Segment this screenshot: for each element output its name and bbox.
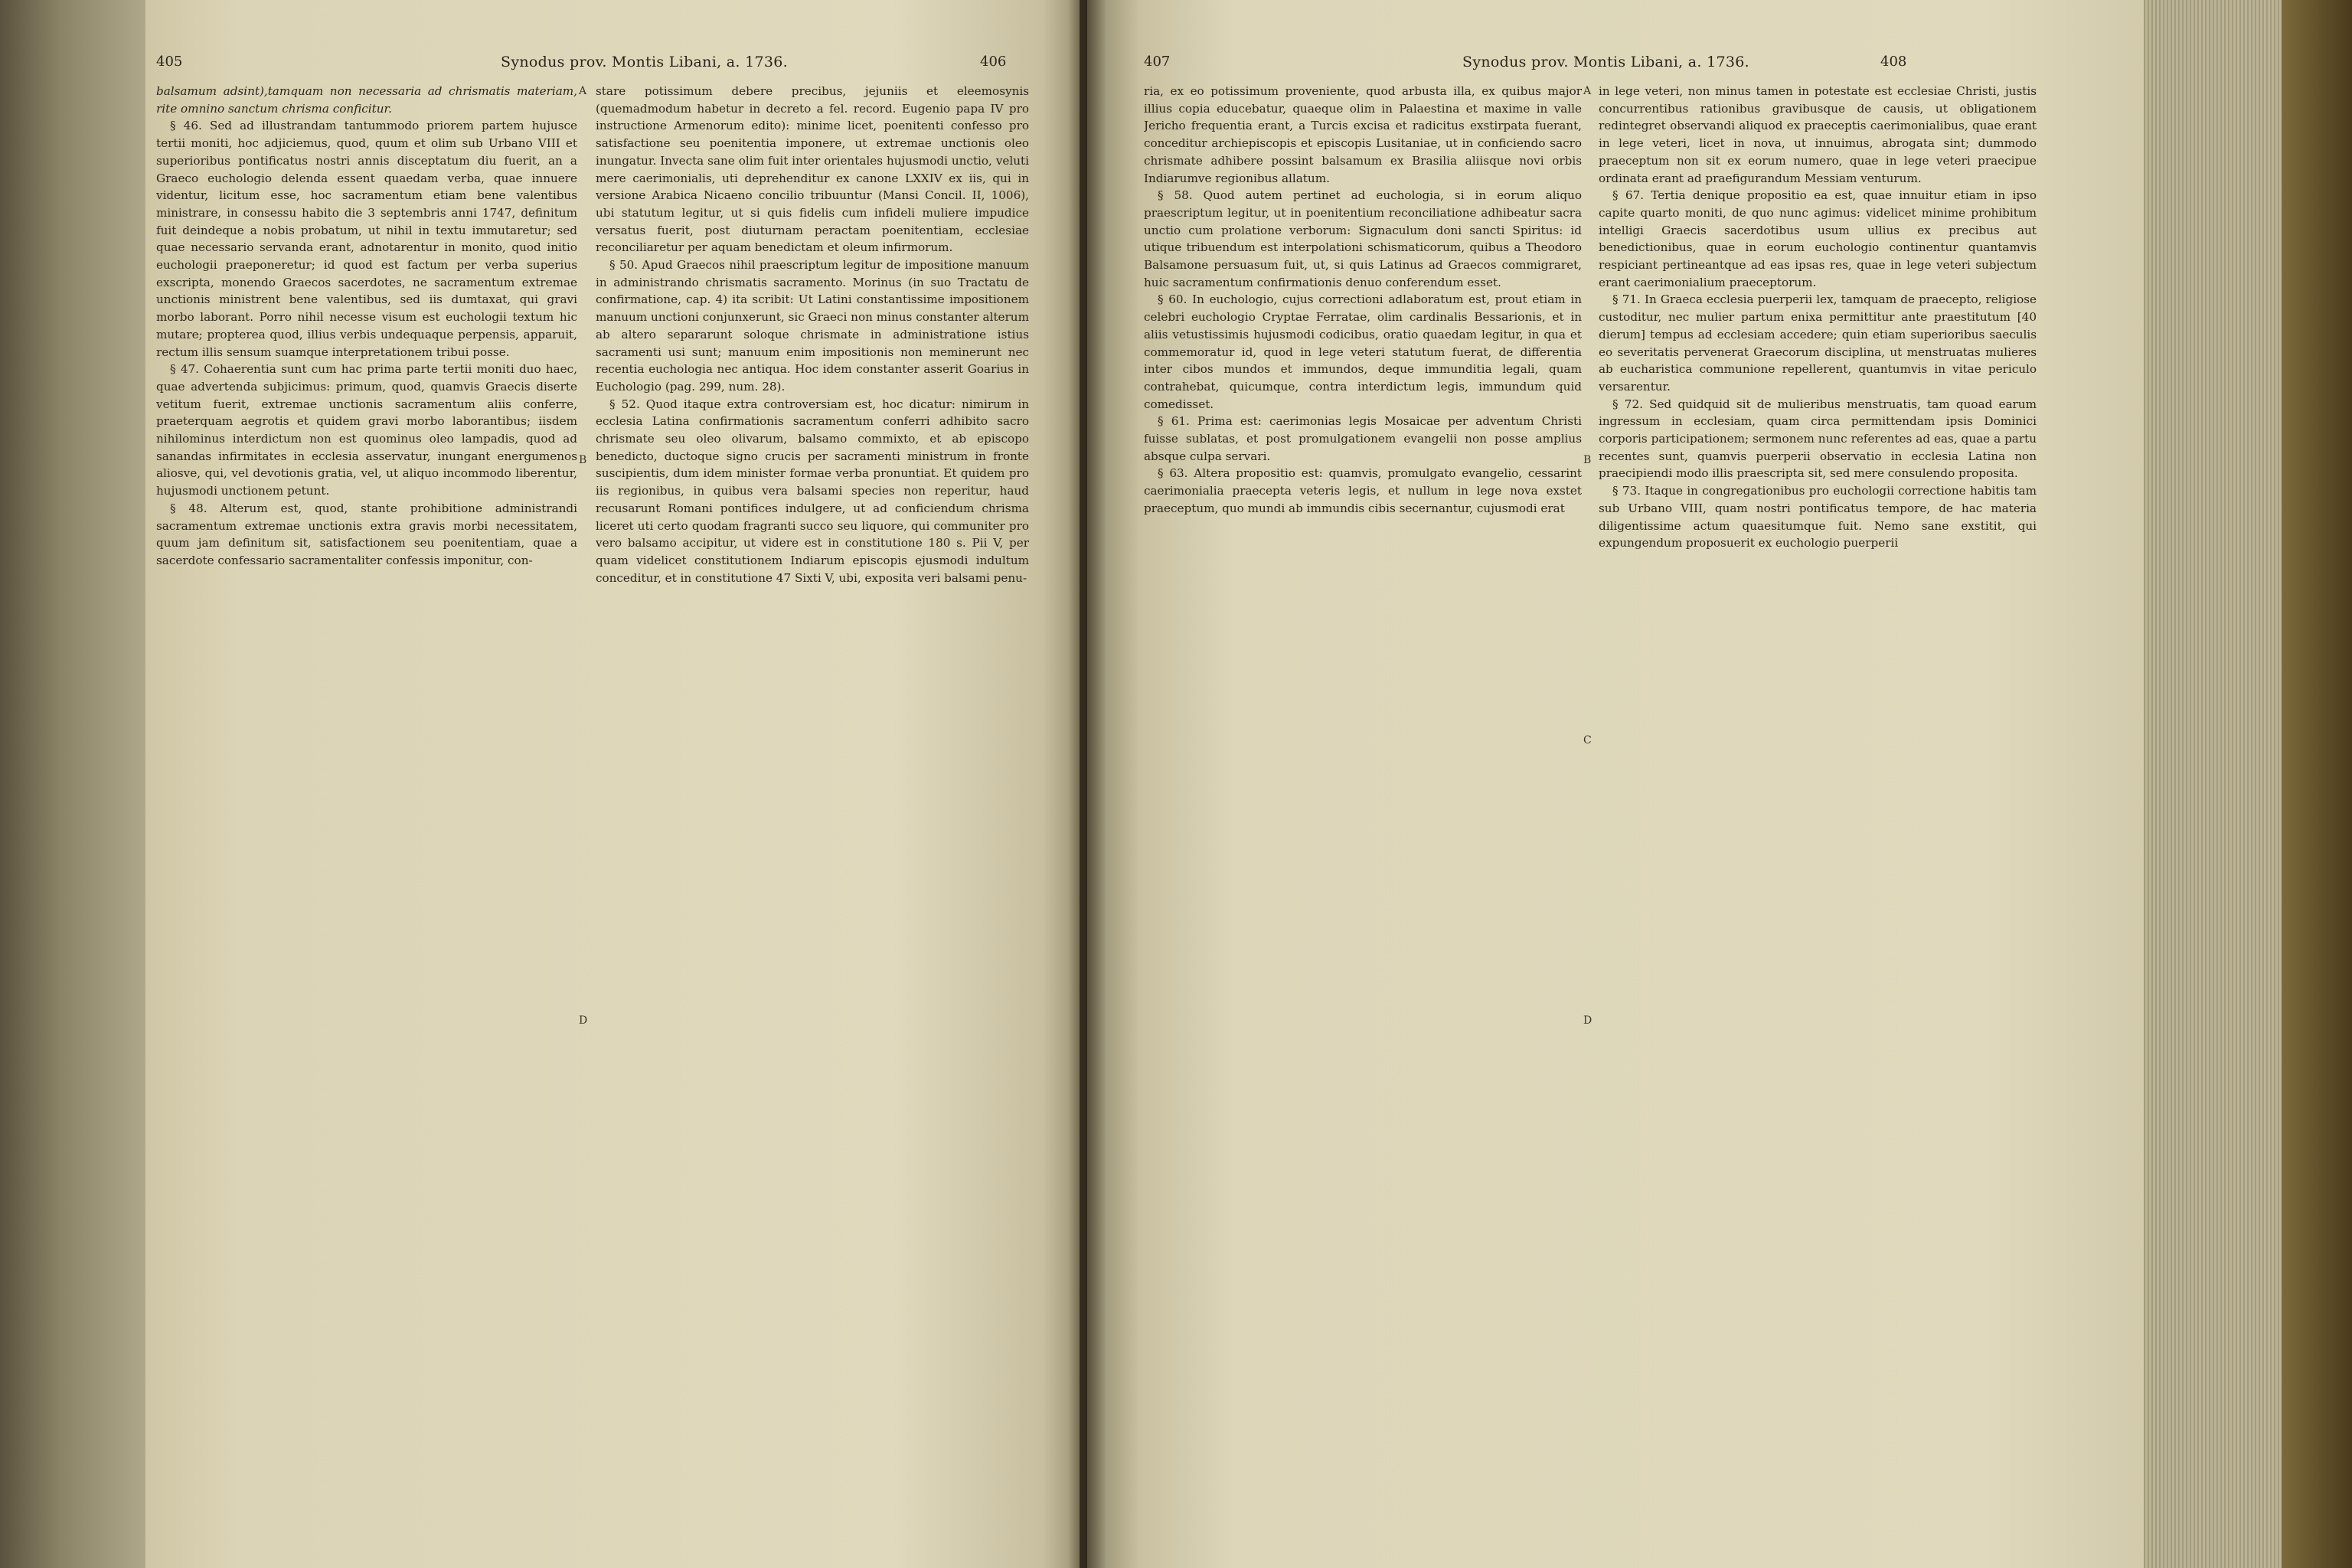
left-page-column-2 — [596, 83, 1029, 1537]
paragraph: § 71. In Graeca ecclesia puerperii lex, tamquam de praecepto, religiose custoditur, nec mulier partum enixa permittitur ante praestitutum [40 dierum] tempus ad ecclesiam accedere; quin etiam superioribus saeculis eo severitatis pervenerat Graecorum disciplina, ut menstruatas mulieres ab eucharistica communione repellerent, quantumvis in vitae periculo versarentur. — [1599, 292, 2037, 394]
left-page-number-inner: 406 — [980, 54, 1007, 70]
margin-letter: B — [579, 454, 587, 466]
margin-letter: D — [1583, 1014, 1592, 1027]
margin-letter: A — [579, 85, 587, 97]
paragraph: ria, ex eo potissimum proveniente, quod arbusta illa, ex quibus major illius copia educebatur, quaeque olim in Palaestina et maxime in valle Jericho frequentia erant, a Turcis excisa et radicitus exstirpata fuerant, conceditur archiepiscopis et episcopis Lusitaniae, ut in conficiendo sacro chrismate adhibere possint balsamum ex Brasilia aliisque novi orbis Indiarumve regionibus allatum. — [1144, 84, 1582, 185]
right-page-column-2 — [1599, 83, 2037, 1537]
right-page-number-inner: 407 — [1144, 54, 1171, 70]
paragraph: in lege veteri, non minus tamen in potestate est ecclesiae Christi, justis concurrentibus rationibus gravibusque de causis, ut obligationem redintegret observandi aliquod ex praeceptis caerimonialibus, quae erant in lege veteri, licet in nova, ut innuimus, abrogata sint; dummodo praeceptum non sit ex eorum numero, quae in lege veteri praecipue ordinata erant ad praefigurandum Messiam venturum. — [1599, 84, 2037, 185]
left-page-column-1 — [156, 83, 577, 1537]
right-page-number-outer: 408 — [1880, 54, 1907, 70]
right-margin-letters — [1583, 83, 1599, 1537]
paragraph: § 47. Cohaerentia sunt cum hac prima parte tertii moniti duo haec, quae advertenda subjicimus: primum, quod, quamvis Graecis diserte vetitum fuerit, extremae unctionis sacramentum aliis conferre, praeterquam aegrotis et quidem gravi morbo laborantibus; iisdem nihilominus interdictum non est quominus oleo lampadis, quod ad sanandas infirmitates in ecclesia asservatur, inungant energumenos aliosve, qui, vel devotionis gratia, vel, ut aliquo incommodo liberentur, hujusmodi unctionem petunt. — [156, 362, 577, 498]
paragraph: § 52. Quod itaque extra controversiam est, hoc dicatur: nimirum in ecclesia Latina confirmationis sacramentum conferri adhibito sacro chrismate seu oleo olivarum, balsamo commixto, et ab episcopo benedicto, ductoque signo crucis per sacramenti ministrum in fronte suscipientis, dum idem minister formae verba pronuntiat. Et quidem pro iis regionibus, in quibus vera balsami species non reperitur, haud recusarunt Romani pontifices indulgere, ut ad conficiendum chrisma liceret uti certo quodam fragranti succo seu liquore, qui communiter pro vero balsamo accipitur, ut videre est in constitutione 180 s. Pii V, per quam videlicet constitutionem Indiarum episcopis ejusmodi indultum conceditur, et in constitutione 47 Sixti V, ubi, exposita veri balsami penu- — [596, 397, 1029, 585]
paragraph: § 50. Apud Graecos nihil praescriptum legitur de impositione manuum in administrando chrismatis sacramento. Morinus (in suo Tractatu de confirmatione, cap. 4) ita scribit: Ut Latini constantissime impositionem manuum unctioni conjunxerunt, sic Graeci non minus constanter alterum ab altero separarunt soloque chrismate in administratione istius sacramenti usi sunt; manuum enim impositionis non meminerunt nec recentia euchologia nec antiqua. Hoc idem constanter asserit Goarius in Euchologio (pag. 299, num. 28). — [596, 258, 1029, 394]
left-page-stack — [0, 0, 153, 1568]
left-page — [145, 0, 1080, 1568]
paragraph: § 72. Sed quidquid sit de mulieribus menstruatis, tam quoad earum ingressum in ecclesiam, quam circa permittendam ipsis Dominici corporis participationem; sermonem nunc referentes ad eas, quae a partu recentes sunt, quamvis puerperii observatio in ecclesia Latina non praecipiendi modo illis praescripta sit, sed mere consulendo proposita. — [1599, 397, 2037, 481]
paragraph: § 67. Tertia denique propositio ea est, quae innuitur etiam in ipso capite quarto moniti, de quo nunc agimus: videlicet minime prohibitum intelligi Graecis sacerdotibus usum ullius ex precibus aut benedictionibus, quae in eorum euchologio continentur quantamvis respiciant pertineantque ad eas ipsas res, quae in lege veteri subjectum erant caerimonialium praeceptorum. — [1599, 188, 2037, 289]
margin-letter: B — [1583, 454, 1592, 466]
paragraph: § 46. Sed ad illustrandam tantummodo priorem partem hujusce tertii moniti, hoc adjiciemus, quod, quum et olim sub Urbano VIII et superioribus pontificatus nostri annis disceptatum diu fuerit, an a Graeco euchologio delenda essent quaedam verba, quae innuere videntur, licitum esse, hoc sacramentum etiam bene valentibus ministrare, in consessu habito die 3 septembris anni 1747, definitum fuit deindeque a nobis probatum, ut nihil in textu immutaretur; sed quae necessario servanda erant, adnotarentur in monito, quod initio euchologii praeponeretur; id quod est factum per verba superius exscripta, monendo Graecos sacerdotes, ne sacramentum extremae unctionis ministrent bene valentibus, sed iis dumtaxat, qui gravi morbo laborant. Porro nihil necesse visum est euchologii textum hic mutare; propterea quod, illius verbis undequaque perpensis, apparuit, rectum illis sensum suamque interpretationem tribui posse. — [156, 119, 577, 359]
paragraph: balsamum adsint),tamquam non necessaria ad chrismatis materiam, rite omnino sanctum chrisma conficitur. — [156, 84, 577, 116]
paragraph: § 61. Prima est: caerimonias legis Mosaicae per adventum Christi fuisse sublatas, et post promulgationem evangelii non posse amplius absque culpa servari. — [1144, 414, 1582, 463]
right-page-running-title: Synodus prov. Montis Libani, a. 1736. — [1462, 54, 1749, 70]
paragraph: § 60. In euchologio, cujus correctioni adlaboratum est, prout etiam in celebri euchologio Cryptae Ferratae, olim cardinalis Bessarionis, et in aliis vetustissimis hujusmodi codicibus, oratio quaedam legitur, in qua et commemoratur id, quod in lege veteri statutum fuerat, de differentia inter cibos mundos et immundos, deque immunditia legali, quam contrahebat, quicumque, contra interdictum legis, immundum quid comedisset. — [1144, 292, 1582, 411]
margin-letter: D — [579, 1014, 588, 1027]
paragraph: § 58. Quod autem pertinet ad euchologia, si in eorum aliquo praescriptum legitur, ut in poenitentium reconciliatione adhibeatur sacra unctio cum prolatione verborum: Signaculum doni sancti Spiritus: id utique tribuendum est interpolationi schismaticorum, quibus a Theodoro Balsamone persuasum fuit, ut, si quis Latinus ad Graecos commigraret, huic sacramentum confirmationis denuo conferendum esset. — [1144, 188, 1582, 289]
paragraph: § 73. Itaque in congregationibus pro euchologii correctione habitis tam sub Urbano VIII, quam nostri pontificatus tempore, de hac materia diligentissime actum quaesitumque fuit. Nemo sane exstitit, qui expungendum proposuerit ex euchologio puerperii — [1599, 484, 2037, 550]
book-gutter-shadow — [1068, 0, 1106, 1568]
paragraph: § 48. Alterum est, quod, stante prohibitione administrandi sacramentum extremae unctionis extra gravis morbi necessitatem, quum jam definitum sit, satisfactionem seu poenitentiam, quae a sacerdote confessario sacramentaliter confessis imponitur, con- — [156, 501, 577, 567]
margin-letter: A — [1583, 85, 1592, 97]
right-page-column-1 — [1144, 83, 1582, 1537]
margin-letter: C — [1583, 734, 1592, 746]
left-page-number-outer: 405 — [156, 54, 183, 70]
right-page-stack — [2128, 0, 2352, 1568]
paragraph: § 63. Altera propositio est: quamvis, promulgato evangelio, cessarint caerimonialia praecepta veteris legis, et nullum in lege nova exstet praeceptum, quo mundi ab immundis cibis secernantur, cujusmodi erat — [1144, 466, 1582, 515]
paragraph: stare potissimum debere precibus, jejuniis et eleemosynis (quemadmodum habetur in decreto a fel. record. Eugenio papa IV pro instructione Armenorum edito): minime licet, poenitenti confesso pro satisfactione seu poenitentia imponere, ut extremae unctionis oleo inungatur. Invecta sane olim fuit inter orientales hujusmodi unctio, veluti mere caerimonialis, uti deprehenditur ex canone LXXIV ex iis, qui in versione Arabica Nicaeno concilio tribuuntur (Mansi Concil. II, 1006), ubi statutum legitur, ut si quis fidelis cum infideli muliere impudice versatus fuerit, post diuturnam peractam poenitentiam, ecclesiae reconciliaretur per aquam benedictam et oleum infirmorum. — [596, 84, 1029, 255]
right-page — [1087, 0, 2144, 1568]
left-margin-letters — [579, 83, 594, 1537]
left-page-running-title: Synodus prov. Montis Libani, a. 1736. — [501, 54, 788, 70]
